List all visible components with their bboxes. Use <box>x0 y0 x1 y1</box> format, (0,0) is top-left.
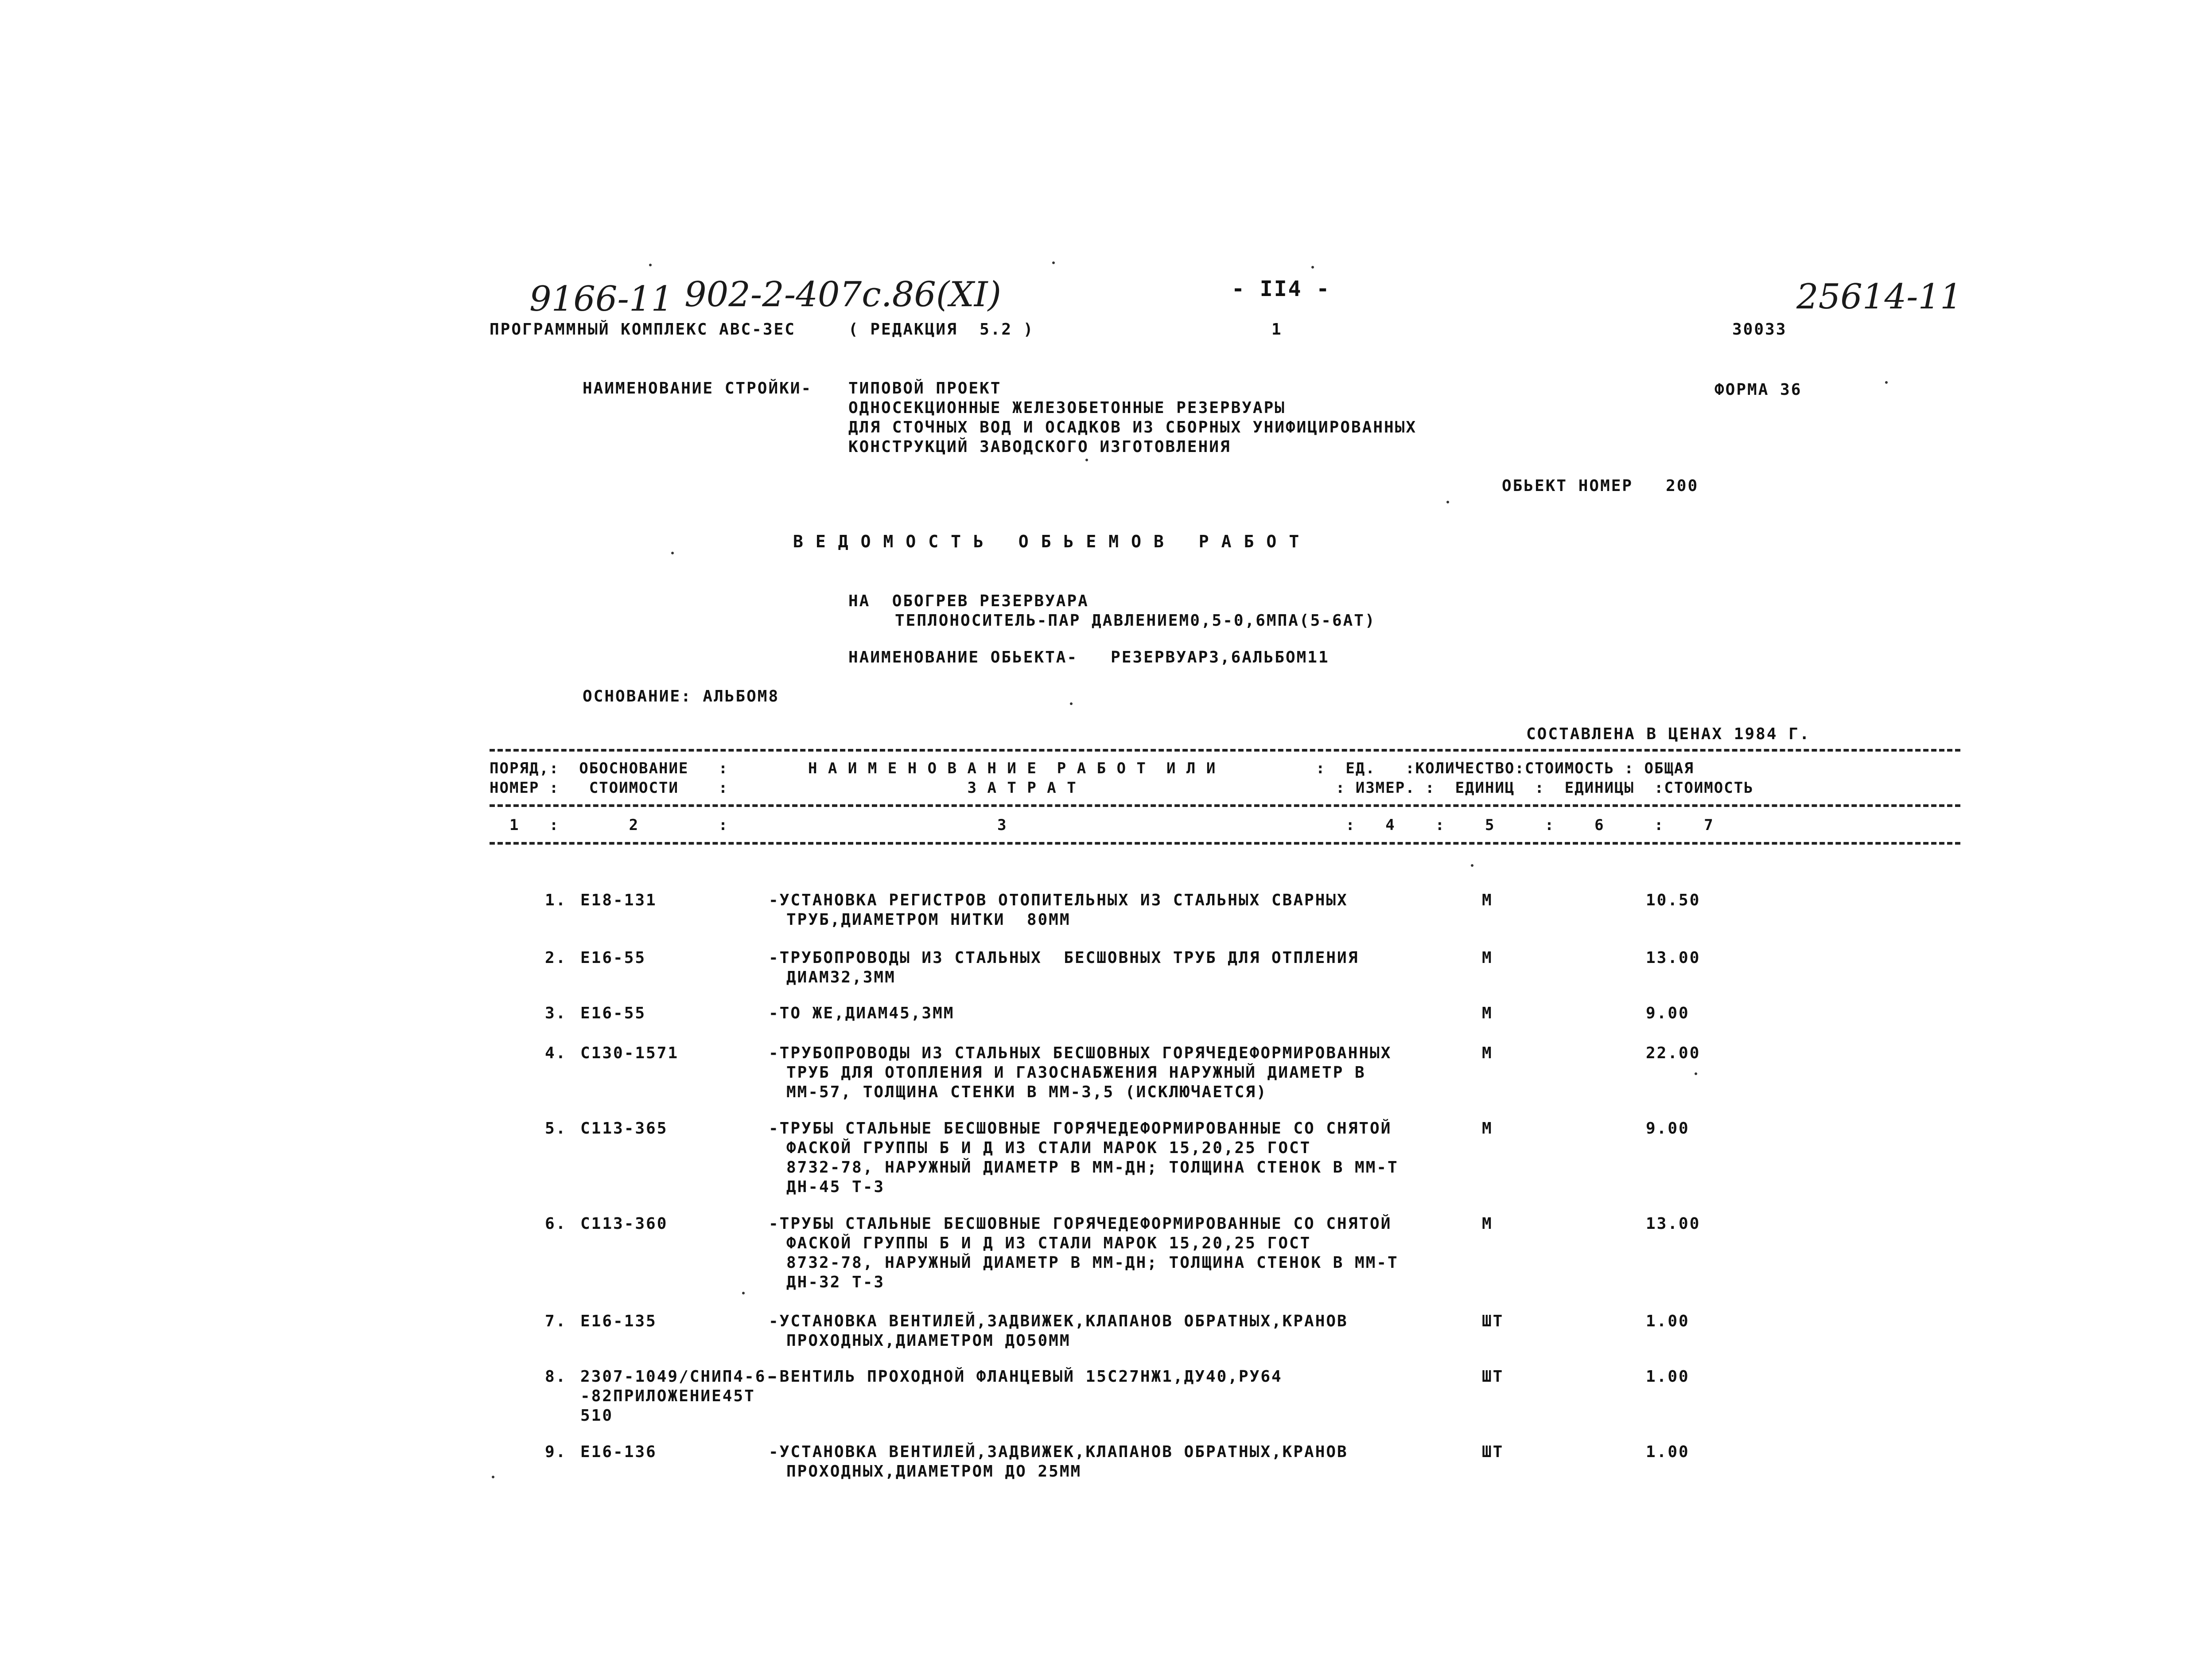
construction-line-3: ДЛЯ СТОЧНЫХ ВОД И ОСАДКОВ ИЗ СБОРНЫХ УНИФИЦИРОВАННЫХ <box>848 418 1417 436</box>
handwritten-project-code: 902-2-407с.86(XI) <box>684 275 1002 315</box>
row-description: ДН-45 Т-3 <box>786 1178 885 1196</box>
table-numbers-rule <box>490 842 1960 845</box>
row-unit: М <box>1482 1044 1493 1062</box>
table-header-rule <box>490 804 1960 807</box>
handwritten-right-code: 25614-11 <box>1796 277 1962 317</box>
row-unit: ШТ <box>1482 1368 1504 1386</box>
basis: ОСНОВАНИЕ: АЛЬБОМ8 <box>583 687 780 705</box>
construction-line-2: ОДНОСЕКЦИОННЫЕ ЖЕЛЕЗОБЕТОННЫЕ РЕЗЕРВУАРЫ <box>848 399 1286 417</box>
row-code: С113-360 <box>580 1215 668 1233</box>
row-unit: ШТ <box>1482 1443 1504 1461</box>
row-description: 8732-78, НАРУЖНЫЙ ДИАМЕТР В ММ-ДН; ТОЛЩИНА СТЕНОК В ММ-Т <box>786 1254 1399 1272</box>
row-code: Е16-136 <box>580 1443 657 1461</box>
construction-line-1: ТИПОВОЙ ПРОЕКТ <box>848 379 1002 398</box>
row-number: 3. <box>545 1004 567 1022</box>
scan-speck <box>492 1476 494 1478</box>
row-description: -УСТАНОВКА РЕГИСТРОВ ОТОПИТЕЛЬНЫХ ИЗ СТАЛЬНЫХ СВАРНЫХ <box>769 891 1348 909</box>
scan-speck <box>742 1292 745 1294</box>
row-code: Е16-55 <box>580 949 646 967</box>
scan-speck <box>649 264 652 266</box>
row-description: -ТО ЖЕ,ДИАМ45,3ММ <box>769 1004 955 1022</box>
row-description: ТРУБ ДЛЯ ОТОПЛЕНИЯ И ГАЗОСНАБЖЕНИЯ НАРУЖНЫЙ ДИАМЕТР В <box>786 1064 1366 1082</box>
table-header-line-2: НОМЕР : СТОИМОСТИ : З А Т Р А Т : ИЗМЕР. : ЕДИНИЦ : ЕДИНИЦЫ :СТОИМОСТЬ <box>490 779 1754 797</box>
row-unit: ШТ <box>1482 1312 1504 1330</box>
row-description: -ТРУБОПРОВОДЫ ИЗ СТАЛЬНЫХ БЕСШОВНЫХ ГОРЯЧЕДЕФОРМИРОВАННЫХ <box>769 1044 1392 1062</box>
scan-speck <box>1885 381 1888 384</box>
row-number: 4. <box>545 1044 567 1062</box>
subject-line-2: ТЕПЛОНОСИТЕЛЬ-ПАР ДАВЛЕНИЕМ0,5-0,6МПА(5-6АТ) <box>895 612 1376 630</box>
row-description: ДН-32 Т-3 <box>786 1273 885 1291</box>
row-number: 2. <box>545 949 567 967</box>
scan-speck <box>1085 459 1088 461</box>
handwritten-left-code: 9166-11 <box>529 279 673 319</box>
row-quantity: 22.00 <box>1646 1044 1701 1062</box>
row-number: 1. <box>545 891 567 909</box>
row-description: -ТРУБЫ СТАЛЬНЫЕ БЕСШОВНЫЕ ГОРЯЧЕДЕФОРМИРОВАННЫЕ СО СНЯТОЙ <box>769 1215 1392 1233</box>
row-unit: М <box>1482 1119 1493 1138</box>
document-code: 30033 <box>1732 320 1787 339</box>
program-name: ПРОГРАММНЫЙ КОМПЛЕКС АВС-ЗЕС <box>490 320 796 339</box>
table-top-rule <box>490 749 1960 752</box>
row-code: С113-365 <box>580 1119 668 1138</box>
row-description: 8732-78, НАРУЖНЫЙ ДИАМЕТР В ММ-ДН; ТОЛЩИНА СТЕНОК В ММ-Т <box>786 1158 1399 1177</box>
scan-speck <box>1311 266 1314 269</box>
row-number: 9. <box>545 1443 567 1461</box>
form-number: ФОРМА 36 <box>1714 381 1802 399</box>
row-code: Е18-131 <box>580 891 657 909</box>
construction-line-4: КОНСТРУКЦИЙ ЗАВОДСКОГО ИЗГОТОВЛЕНИЯ <box>848 438 1231 456</box>
object-number: ОБЬЕКТ НОМЕР 200 <box>1502 477 1699 495</box>
table-column-numbers: 1 : 2 : 3 : 4 : 5 : 6 : 7 <box>490 816 1714 834</box>
row-quantity: 13.00 <box>1646 949 1701 967</box>
row-quantity: 1.00 <box>1646 1443 1690 1461</box>
row-description: ФАСКОЙ ГРУППЫ Б И Д ИЗ СТАЛИ МАРОК 15,20,25 ГОСТ <box>786 1234 1311 1252</box>
scan-speck <box>671 552 674 554</box>
row-number: 8. <box>545 1368 567 1386</box>
row-description: ПРОХОДНЫХ,ДИАМЕТРОМ ДО 25ММ <box>786 1462 1082 1481</box>
row-code: 2307-1049/СНИП4-6- <box>580 1368 778 1386</box>
scan-speck <box>1070 702 1073 705</box>
table-header-line-1: ПОРЯД,: ОБОСНОВАНИЕ : Н А И М Е Н О В А Н И Е Р А Б О Т И Л И : ЕД. :КОЛИЧЕСТВО:СТОИМОСТЬ : ОБЩАЯ <box>490 760 1694 777</box>
row-code: С130-1571 <box>580 1044 679 1062</box>
row-description: -ВЕНТИЛЬ ПРОХОДНОЙ ФЛАНЦЕВЫЙ 15С27НЖ1,ДУ40,РУ64 <box>769 1368 1283 1386</box>
row-description: ММ-57, ТОЛЩИНА СТЕНКИ В ММ-3,5 (ИСКЛЮЧАЕТСЯ) <box>786 1083 1267 1101</box>
sheet-number: 1 <box>1271 320 1283 339</box>
row-number: 6. <box>545 1215 567 1233</box>
scan-speck <box>1446 501 1449 503</box>
document-title: ВЕДОМОСТЬ ОБЬЕМОВ РАБОТ <box>793 532 1312 551</box>
scan-speck <box>1052 261 1055 264</box>
row-description: ФАСКОЙ ГРУППЫ Б И Д ИЗ СТАЛИ МАРОК 15,20,25 ГОСТ <box>786 1139 1311 1157</box>
prices-note: СОСТАВЛЕНА В ЦЕНАХ 1984 Г. <box>1526 725 1811 743</box>
row-quantity: 13.00 <box>1646 1215 1701 1233</box>
page-number: - II4 - <box>1232 277 1331 301</box>
row-unit: М <box>1482 1004 1493 1022</box>
row-code: Е16-135 <box>580 1312 657 1330</box>
row-quantity: 1.00 <box>1646 1368 1690 1386</box>
object-name: НАИМЕНОВАНИЕ ОБЬЕКТА- РЕЗЕРВУАРЗ,6АЛЬБОМ11 <box>848 648 1330 666</box>
row-description: -УСТАНОВКА ВЕНТИЛЕЙ,ЗАДВИЖЕК,КЛАПАНОВ ОБРАТНЫХ,КРАНОВ <box>769 1312 1348 1330</box>
scan-speck <box>1471 864 1473 867</box>
row-description: ДИАМ32,3ММ <box>786 968 896 986</box>
row-code: Е16-55 <box>580 1004 646 1022</box>
row-unit: М <box>1482 949 1493 967</box>
row-number: 5. <box>545 1119 567 1138</box>
row-unit: М <box>1482 891 1493 909</box>
row-description: -ТРУБОПРОВОДЫ ИЗ СТАЛЬНЫХ БЕСШОВНЫХ ТРУБ ДЛЯ ОТПЛЕНИЯ <box>769 949 1359 967</box>
row-number: 7. <box>545 1312 567 1330</box>
row-description: ТРУБ,ДИАМЕТРОМ НИТКИ 80ММ <box>786 911 1071 929</box>
row-unit: М <box>1482 1215 1493 1233</box>
construction-label: НАИМЕНОВАНИЕ СТРОЙКИ- <box>583 379 812 398</box>
row-description: ПРОХОДНЫХ,ДИАМЕТРОМ ДО50ММ <box>786 1332 1071 1350</box>
scan-speck <box>1695 1072 1697 1075</box>
row-code: -82ПРИЛОЖЕНИЕ45Т <box>580 1387 755 1405</box>
row-quantity: 1.00 <box>1646 1312 1690 1330</box>
row-quantity: 9.00 <box>1646 1119 1690 1138</box>
row-code: 510 <box>580 1407 614 1425</box>
subject-line-1: НА ОБОГРЕВ РЕЗЕРВУАРА <box>848 592 1089 610</box>
row-description: -УСТАНОВКА ВЕНТИЛЕЙ,ЗАДВИЖЕК,КЛАПАНОВ ОБРАТНЫХ,КРАНОВ <box>769 1443 1348 1461</box>
row-quantity: 9.00 <box>1646 1004 1690 1022</box>
row-quantity: 10.50 <box>1646 891 1701 909</box>
row-description: -ТРУБЫ СТАЛЬНЫЕ БЕСШОВНЫЕ ГОРЯЧЕДЕФОРМИРОВАННЫЕ СО СНЯТОЙ <box>769 1119 1392 1138</box>
edition: ( РЕДАКЦИЯ 5.2 ) <box>848 320 1034 339</box>
